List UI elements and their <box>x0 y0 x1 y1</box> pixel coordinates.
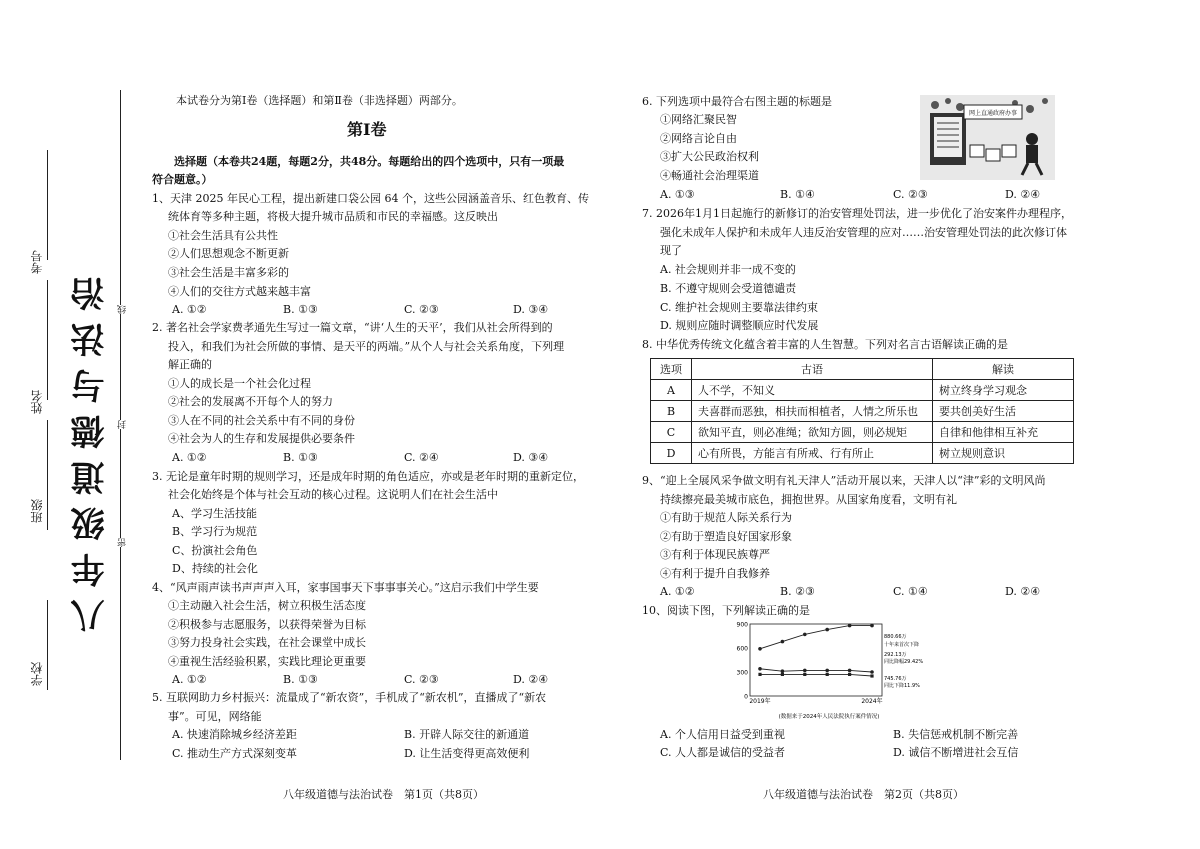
q9-option-d[interactable]: D. ②④ <box>1005 585 1041 598</box>
q9-option-c[interactable]: C. ①④ <box>893 585 928 598</box>
q4-option-d[interactable]: D. ②④ <box>513 673 549 686</box>
series-line <box>760 669 872 672</box>
y-tick-label: 600 <box>736 645 748 653</box>
q9-stem-1: 9、“迎上全展风采争做文明有礼天津人”活动开展以来，天津人以“津”彩的文明风尚 <box>642 474 1046 487</box>
y-tick-label: 300 <box>736 669 748 677</box>
data-point <box>848 669 852 673</box>
field-name: 姓名 <box>30 390 44 414</box>
q10-choice-d[interactable]: D. 诚信不断增进社会互信 <box>893 746 1019 759</box>
q6-option-d[interactable]: D. ②④ <box>1005 188 1041 201</box>
q6-item-1: ①网络汇聚民智 <box>660 113 737 126</box>
q1-option-a[interactable]: A. ①② <box>172 303 207 316</box>
q7-choice-d[interactable]: D. 规则应随时调整顺应时代发展 <box>660 319 819 332</box>
q3-choice-b[interactable]: B、学习行为规范 <box>172 525 258 538</box>
q2-stem-1: 2. 著名社会学家费孝通先生写过一篇文章，“讲‘人生的天平’，我们从社会所得到的 <box>152 321 553 334</box>
row-saying: 欲知平直，则必准绳；欲知方圆，则必规矩 <box>692 422 933 443</box>
q4-option-b[interactable]: B. ①③ <box>283 673 318 686</box>
q1-option-d[interactable]: D. ③④ <box>513 303 549 316</box>
data-point <box>870 624 874 628</box>
q7-stem-3: 现了 <box>660 244 682 257</box>
q6-option-b[interactable]: B. ①④ <box>780 188 815 201</box>
chart-annotation: 十年来首次下降 <box>884 642 920 648</box>
q2-item-3: ③人在不同的社会关系中有不同的身份 <box>168 414 355 427</box>
q7-choice-c[interactable]: C. 维护社会规则主要靠法律约束 <box>660 301 819 314</box>
row-option: A <box>651 380 692 401</box>
data-point <box>870 674 873 677</box>
q5-stem-1: 5. 互联网助力乡村振兴：流量成了“新农资”，手机成了“新农机”，直播成了“新农 <box>152 691 547 704</box>
q2-stem-2: 投入，和我们为社会所做的事情、是天平的两端。”从个人与社会关系角度，下列理 <box>168 340 565 353</box>
q5-choice-a[interactable]: A. 快速消除城乡经济差距 <box>172 728 297 741</box>
right-page-footer: 八年级道德与法治试卷 第2页（共8页） <box>763 788 964 801</box>
row-interpretation: 树立终身学习观念 <box>933 380 1074 401</box>
data-point <box>803 633 807 637</box>
q6-stem: 6. 下列选项中最符合右图主题的标题是 <box>642 95 832 108</box>
q3-choice-a[interactable]: A、学习生活技能 <box>172 507 257 520</box>
chart-annotation: 745.76万 <box>884 676 907 682</box>
q5-choice-d[interactable]: D. 让生活变得更高效便利 <box>404 747 530 760</box>
data-point <box>758 673 761 676</box>
field-name-line <box>47 280 48 400</box>
q1-option-c[interactable]: C. ②③ <box>404 303 439 316</box>
data-point <box>781 640 785 644</box>
field-number: 考号 <box>30 250 44 274</box>
row-interpretation: 自律和他律相互补充 <box>933 422 1074 443</box>
data-point <box>826 673 829 676</box>
q1-item-4: ④人们的交往方式越来越丰富 <box>168 285 311 298</box>
q2-item-2: ②社会的发展离不开每个人的努力 <box>168 395 333 408</box>
series-line <box>760 674 872 676</box>
q6-cartoon-image <box>920 95 1055 180</box>
q6-option-a[interactable]: A. ①③ <box>660 188 695 201</box>
q4-stem: 4、“风声雨声读书声声声入耳，家事国事天下事事事关心。”这启示我们中学生要 <box>152 581 539 594</box>
instruction-line-2: 符合题意。） <box>152 173 213 186</box>
q9-item-4: ④有利于提升自我修养 <box>660 567 770 580</box>
q10-line-chart <box>732 618 927 724</box>
chart-plot-frame <box>750 624 882 696</box>
q7-choice-a[interactable]: A. 社会规则并非一成不变的 <box>660 263 796 276</box>
data-point <box>758 647 762 651</box>
table-row[interactable] <box>651 380 1074 401</box>
q7-choice-b[interactable]: B. 不遵守规则会受道德谴责 <box>660 282 797 295</box>
q6-option-c[interactable]: C. ②③ <box>893 188 928 201</box>
q7-stem-1: 7. 2026年1月1日起施行的新修订的治安管理处罚法，进一步优化了治安案件办理程序， <box>642 207 1072 220</box>
q1-option-b[interactable]: B. ①③ <box>283 303 318 316</box>
x-tick-label: 2019年 <box>749 698 771 705</box>
chart-caption: (数据来于2024年人民法院执行案件情况) <box>778 714 880 720</box>
x-tick-label: 2024年 <box>861 698 883 705</box>
q2-stem-3: 解正确的 <box>168 358 212 371</box>
instruction-line-1: 选择题（本卷共24题，每题2分，共48分。每题给出的四个选项中，只有一项最 <box>174 155 565 168</box>
series-line <box>760 626 872 649</box>
q10-choice-a[interactable]: A. 个人信用日益受到重视 <box>660 728 785 741</box>
seal-mark-mi: 密 <box>118 538 128 547</box>
row-option: B <box>651 401 692 422</box>
y-tick-label: 0 <box>744 693 748 701</box>
intro-text: 本试卷分为第Ⅰ卷（选择题）和第Ⅱ卷（非选择题）两部分。 <box>176 94 463 107</box>
section-title: 第Ⅰ卷 <box>347 120 387 139</box>
row-saying: 人不学，不知义 <box>692 380 933 401</box>
seal-mark-xian: 线 <box>118 305 128 314</box>
field-class: 班级 <box>30 499 44 523</box>
left-page-footer: 八年级道德与法治试卷 第1页（共8页） <box>283 788 484 801</box>
q9-item-1: ①有助于规范人际关系行为 <box>660 511 792 524</box>
q5-choice-c[interactable]: C. 推动生产方式深刻变革 <box>172 747 298 760</box>
q8-stem: 8. 中华优秀传统文化蕴含着丰富的人生智慧。下列对名言古语解读正确的是 <box>642 338 1008 351</box>
q1-item-1: ①社会生活具有公共性 <box>168 229 278 242</box>
q7-stem-2: 强化未成年人保护和未成年人违反治安管理的应对……治安管理处罚法的此次修订体 <box>660 226 1067 239</box>
chart-annotation: 同比降幅29.42% <box>884 659 924 665</box>
table-header-option: 选项 <box>651 359 692 380</box>
row-saying: 心有所畏，方能言有所戒、行有所止 <box>692 443 933 464</box>
q1-stem-1: 1、天津 2025 年民心工程，提出新建口袋公园 64 个，这些公园涵盖音乐、红色教育、传 <box>152 192 589 205</box>
chart-annotation: 292.13万 <box>884 652 907 658</box>
row-saying: 夫喜群而恶独，相扶而相植者，人情之所乐也 <box>692 401 933 422</box>
q5-choice-b[interactable]: B. 开辟人际交往的新通道 <box>404 728 530 741</box>
chart-annotation: 880.66万 <box>884 634 907 640</box>
q9-option-b[interactable]: B. ②③ <box>780 585 815 598</box>
data-point <box>803 673 806 676</box>
field-number-line <box>47 150 48 260</box>
row-interpretation: 树立规则意识 <box>933 443 1074 464</box>
q6-cartoon-label: 网上直通政府办事 <box>968 110 1018 117</box>
q3-stem-1: 3. 无论是童年时期的规则学习，还是成年时期的角色适应，亦或是老年时期的重新定位， <box>152 470 584 483</box>
chart-annotation: 同比下降11.9% <box>884 683 920 689</box>
q2-option-b[interactable]: B. ①③ <box>283 451 318 464</box>
q2-option-d[interactable]: D. ③④ <box>513 451 549 464</box>
q6-item-4: ④畅通社会治理渠道 <box>660 169 759 182</box>
q3-choice-d[interactable]: D、持续的社会化 <box>172 562 258 575</box>
seal-mark-feng: 封 <box>118 420 128 429</box>
q2-option-c[interactable]: C. ②④ <box>404 451 439 464</box>
row-interpretation: 要共创美好生活 <box>933 401 1074 422</box>
q9-option-a[interactable]: A. ①② <box>660 585 695 598</box>
table-row[interactable] <box>651 443 1074 464</box>
data-point <box>781 669 785 673</box>
q9-item-2: ②有助于塑造良好国家形象 <box>660 530 792 543</box>
q4-item-1: ①主动融入社会生活，树立积极生活态度 <box>168 599 366 612</box>
data-point <box>825 669 829 673</box>
q6-item-3: ③扩大公民政治权利 <box>660 150 759 163</box>
q2-item-4: ④社会为人的生存和发展提供必要条件 <box>168 432 355 445</box>
field-school-line <box>47 600 48 690</box>
q10-stem: 10、阅读下图，下列解读正确的是 <box>642 604 810 617</box>
q2-option-a[interactable]: A. ①② <box>172 451 207 464</box>
q10-choice-b[interactable]: B. 失信惩戒机制不断完善 <box>893 728 1019 741</box>
q1-item-3: ③社会生活是丰富多彩的 <box>168 266 289 279</box>
q4-item-2: ②积极参与志愿服务，以获得荣誉为目标 <box>168 618 366 631</box>
row-option: C <box>651 422 692 443</box>
data-point <box>803 669 807 673</box>
subject-title: 八年级道德与法治 <box>71 265 111 633</box>
table-header-interpretation: 解读 <box>933 359 1074 380</box>
data-point <box>848 673 851 676</box>
table-header-saying: 古语 <box>692 359 933 380</box>
q3-stem-2: 社会化始终是个体与社会互动的核心过程。这说明人们在社会生活中 <box>168 488 498 501</box>
field-class-line <box>47 420 48 530</box>
q9-item-3: ③有利于体现民族尊严 <box>660 548 770 561</box>
q4-item-4: ④重视生活经验积累，实践比理论更重要 <box>168 655 366 668</box>
row-option: D <box>651 443 692 464</box>
data-point <box>848 624 852 628</box>
q1-stem-2: 统体育等多种主题，将极大提升城市品质和市民的幸福感。这反映出 <box>168 210 498 223</box>
q1-item-2: ②人们思想观念不断更新 <box>168 247 289 260</box>
table-row[interactable] <box>651 422 1074 443</box>
q6-item-2: ②网络言论自由 <box>660 132 737 145</box>
data-point <box>825 628 829 632</box>
q3-choice-c[interactable]: C、扮演社会角色 <box>172 544 258 557</box>
data-point <box>781 673 784 676</box>
q8-table <box>650 358 1074 464</box>
q10-choice-c[interactable]: C. 人人都是诚信的受益者 <box>660 746 786 759</box>
q4-item-3: ③努力投身社会实践，在社会课堂中成长 <box>168 636 366 649</box>
table-header-row <box>651 359 1074 380</box>
q5-stem-2: 事”。可见，网络能 <box>168 710 262 723</box>
q9-stem-2: 持续擦亮最美城市底色，拥抱世界。从国家角度看，文明有礼 <box>660 493 957 506</box>
data-point <box>758 667 762 671</box>
q2-item-1: ①人的成长是一个社会化过程 <box>168 377 311 390</box>
data-point <box>870 670 874 674</box>
field-school: 学校 <box>30 662 44 686</box>
table-row[interactable] <box>651 401 1074 422</box>
y-tick-label: 900 <box>736 621 748 629</box>
q4-option-a[interactable]: A. ①② <box>172 673 207 686</box>
q4-option-c[interactable]: C. ②③ <box>404 673 439 686</box>
